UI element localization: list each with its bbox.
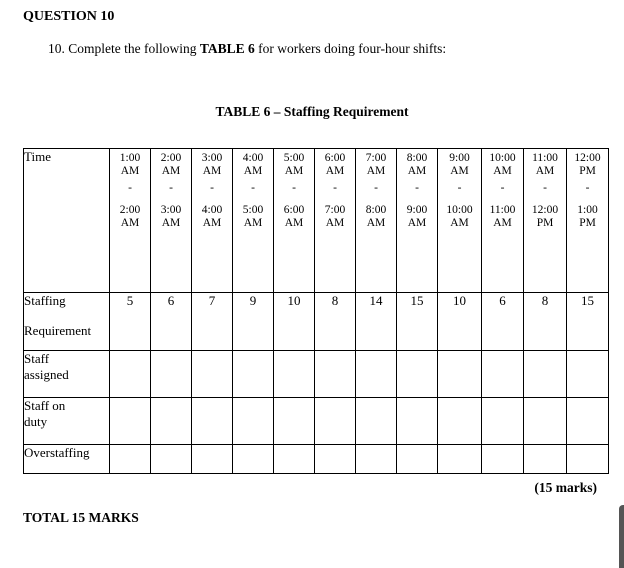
slot-start-period: PM <box>579 165 596 177</box>
slot-end-period: AM <box>243 217 263 229</box>
row-label <box>24 293 110 351</box>
slot-start-period: AM <box>243 165 263 177</box>
slot-dash: - <box>292 182 296 194</box>
slot-end-time: 11:00 <box>489 204 516 216</box>
row-label-line: Overstaffing <box>24 445 90 460</box>
table-caption: TABLE 6 – Staffing Requirement <box>215 104 409 119</box>
slot-dash: - <box>251 182 255 194</box>
table-cell <box>110 351 151 398</box>
row-label-line: assigned <box>24 367 69 382</box>
slot-end-period: AM <box>161 217 181 229</box>
slot-start-time: 3:00 <box>201 152 223 164</box>
time-slot <box>233 149 274 293</box>
table-cell <box>567 445 609 474</box>
slot-dash: - <box>415 182 419 194</box>
slot-start-time: 12:00 <box>574 152 601 164</box>
table-cell <box>151 351 192 398</box>
table-cell <box>397 445 438 474</box>
table-cell <box>233 445 274 474</box>
time-slot <box>192 149 233 293</box>
table-cell <box>356 398 397 445</box>
table-cell <box>110 445 151 474</box>
slot-dash: - <box>500 182 505 194</box>
table-cell <box>192 351 233 398</box>
time-slot <box>397 149 438 293</box>
slot-dash: - <box>374 182 378 194</box>
table-cell <box>315 398 356 445</box>
slot-start-time: 11:00 <box>532 152 558 164</box>
table-cell <box>397 351 438 398</box>
table-cell: 7 <box>192 293 233 351</box>
row-label-line: duty <box>24 414 48 429</box>
row-label <box>24 445 110 474</box>
question-instruction <box>48 41 446 57</box>
table-row <box>24 293 609 351</box>
slot-end-period: AM <box>325 217 345 229</box>
table-cell: 10 <box>438 293 482 351</box>
slot-end-time: 10:00 <box>446 204 473 216</box>
table-cell: 8 <box>524 293 567 351</box>
slot-end-period: AM <box>450 217 469 229</box>
table-cell <box>567 351 609 398</box>
slot-start-period: AM <box>120 165 140 177</box>
time-slot <box>524 149 567 293</box>
table-cell <box>315 445 356 474</box>
instruction-suffix: for workers doing four-hour shifts: <box>254 41 447 56</box>
slot-start-period: AM <box>450 165 469 177</box>
table-cell <box>482 445 524 474</box>
slot-start-period: AM <box>407 165 427 177</box>
slot-end-time: 7:00 <box>324 204 346 216</box>
slot-start-period: AM <box>325 165 345 177</box>
slot-start-period: AM <box>535 165 555 177</box>
slot-dash: - <box>128 182 132 194</box>
slot-end-time: 1:00 <box>577 204 598 216</box>
instruction-table-ref: TABLE 6 <box>199 41 255 56</box>
table-cell: 15 <box>567 293 609 351</box>
table-cell: 6 <box>151 293 192 351</box>
slot-dash: - <box>333 182 337 194</box>
slot-end-period: AM <box>366 217 386 229</box>
table-row <box>24 351 609 398</box>
slot-start-time: 9:00 <box>449 152 470 164</box>
slot-start-time: 7:00 <box>365 152 387 164</box>
table-cell <box>315 351 356 398</box>
slot-start-time: 10:00 <box>489 152 516 164</box>
slot-end-period: AM <box>284 217 304 229</box>
row-label-line: Requirement <box>24 323 92 338</box>
table-row <box>24 398 609 445</box>
table-cell <box>192 445 233 474</box>
slot-end-time: 2:00 <box>119 204 141 216</box>
table-cell <box>233 398 274 445</box>
slot-start-period: AM <box>161 165 181 177</box>
table-cell <box>524 351 567 398</box>
slot-end-time: 8:00 <box>365 204 387 216</box>
table-cell <box>274 398 315 445</box>
slot-start-period: AM <box>366 165 386 177</box>
slot-start-time: 5:00 <box>283 152 305 164</box>
total-marks: TOTAL 15 MARKS <box>23 510 139 525</box>
slot-start-time: 2:00 <box>160 152 182 164</box>
slot-start-period: AM <box>284 165 304 177</box>
table-cell: 6 <box>482 293 524 351</box>
slot-end-period: AM <box>493 217 512 229</box>
table-cell <box>110 398 151 445</box>
table-cell <box>274 445 315 474</box>
slot-end-period: AM <box>120 217 140 229</box>
table-cell <box>356 445 397 474</box>
row-label-line: Staff <box>24 351 50 366</box>
table-cell <box>567 398 609 445</box>
row-label-line: Staff on <box>24 398 66 413</box>
slot-end-period: AM <box>202 217 222 229</box>
time-slot <box>151 149 192 293</box>
slot-end-time: 4:00 <box>201 204 223 216</box>
table-row <box>24 445 609 474</box>
table-cell: 10 <box>274 293 315 351</box>
slot-dash: - <box>457 182 462 194</box>
table-cell: 8 <box>315 293 356 351</box>
time-slot <box>356 149 397 293</box>
table-cell <box>524 398 567 445</box>
slot-start-time: 4:00 <box>242 152 264 164</box>
staffing-table <box>23 148 609 474</box>
question-heading: QUESTION 10 <box>23 9 115 24</box>
slot-start-period: AM <box>493 165 512 177</box>
slot-dash: - <box>585 182 590 194</box>
slot-end-period: AM <box>407 217 427 229</box>
slot-end-time: 6:00 <box>283 204 305 216</box>
slot-end-time: 3:00 <box>160 204 182 216</box>
row-label <box>24 351 110 398</box>
time-label: Time <box>24 149 110 293</box>
time-slot <box>110 149 151 293</box>
slot-dash: - <box>169 182 173 194</box>
table-cell: 15 <box>397 293 438 351</box>
slot-dash: - <box>543 182 547 194</box>
table-cell <box>192 398 233 445</box>
time-row <box>24 149 609 293</box>
table-cell <box>397 398 438 445</box>
slot-end-time: 12:00 <box>531 204 559 216</box>
slot-dash: - <box>210 182 214 194</box>
table-cell: 5 <box>110 293 151 351</box>
table-cell <box>151 445 192 474</box>
device-edge <box>619 505 624 568</box>
table-cell <box>233 351 274 398</box>
table-cell: 9 <box>233 293 274 351</box>
table-cell <box>151 398 192 445</box>
slot-start-time: 6:00 <box>324 152 346 164</box>
table-cell <box>482 398 524 445</box>
marks-label: (15 marks) <box>534 480 597 495</box>
slot-end-time: 5:00 <box>242 204 264 216</box>
time-slot <box>567 149 609 293</box>
table-cell: 14 <box>356 293 397 351</box>
table-cell <box>482 351 524 398</box>
time-slot <box>274 149 315 293</box>
row-label-line: Staffing <box>24 293 66 308</box>
table-cell <box>524 445 567 474</box>
instruction-prefix: 10. Complete the following <box>48 41 200 56</box>
slot-start-time: 1:00 <box>119 152 141 164</box>
table-cell <box>438 445 482 474</box>
slot-end-time: 9:00 <box>406 204 428 216</box>
table-cell <box>438 398 482 445</box>
slot-start-time: 8:00 <box>406 152 428 164</box>
row-label <box>24 398 110 445</box>
slot-end-period: PM <box>579 217 596 229</box>
slot-end-period: PM <box>536 217 554 229</box>
table-cell <box>274 351 315 398</box>
slot-start-period: AM <box>202 165 222 177</box>
table-cell <box>356 351 397 398</box>
time-slot <box>438 149 482 293</box>
table-cell <box>438 351 482 398</box>
time-slot <box>482 149 524 293</box>
time-slot <box>315 149 356 293</box>
